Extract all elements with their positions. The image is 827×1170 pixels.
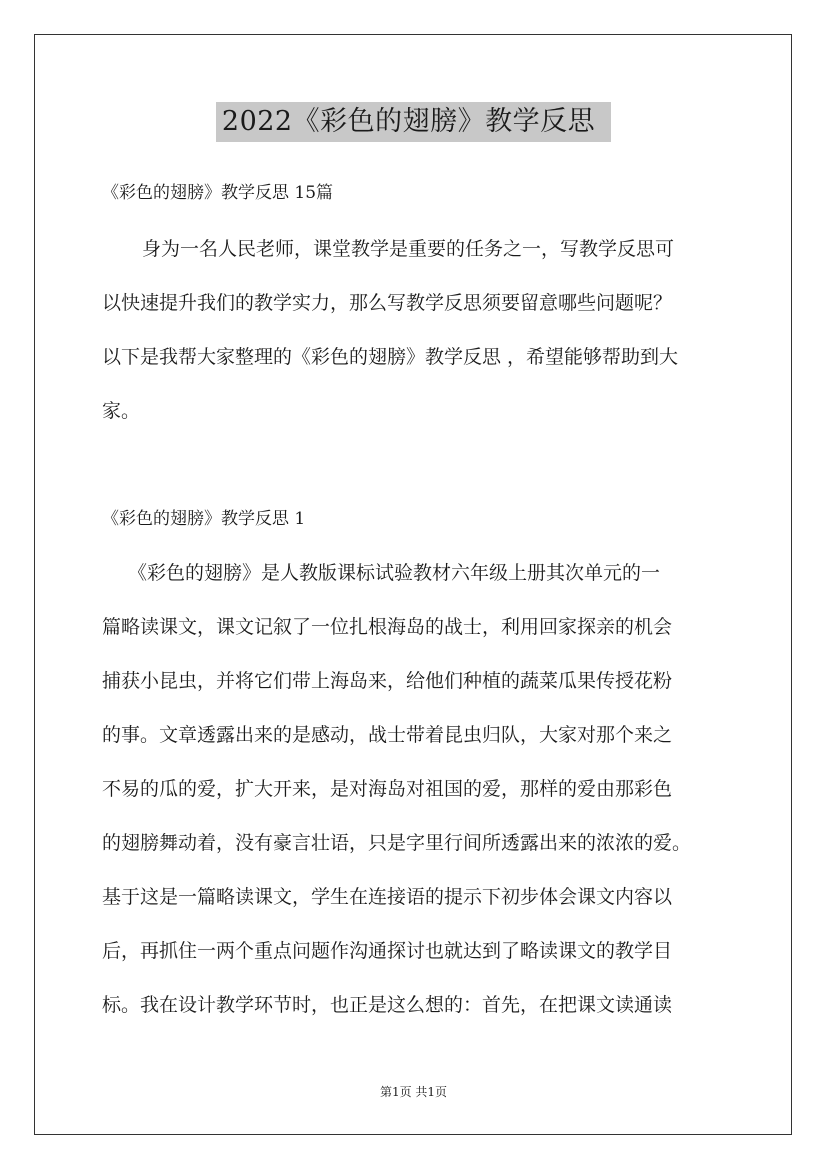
document-title [0,102,827,142]
body-line: 篇略读课文，课文记叙了一位扎根海岛的战士，利用回家探亲的机会 [102,616,673,638]
document-title-text: 2022《彩色的翅膀》教学反思 [216,102,611,142]
body-line: 《彩色的翅膀》是人教版课标试验教材六年级上册其次单元的一 [128,562,661,584]
body-line: 捕获小昆虫，并将它们带上海岛来，给他们种植的蔬菜瓜果传授花粉 [102,670,673,692]
intro-line: 以快速提升我们的教学实力，那么写教学反思须要留意哪些问题呢？ [102,292,673,314]
body-line: 不易的瓜的爱，扩大开来，是对海岛对祖国的爱，那样的爱由那彩色 [102,778,673,800]
body-line: 标。我在设计教学环节时，也正是这么想的：首先，在把课文读通读 [102,994,673,1016]
body-line: 基于这是一篇略读课文，学生在连接语的提示下初步体会课文内容以 [102,886,673,908]
body-line: 的事。文章透露出来的是感动，战士带着昆虫归队，大家对那个来之 [102,724,673,746]
section-heading: 《彩色的翅膀》教学反思 1 [102,509,306,529]
intro-line: 以下是我帮大家整理的《彩色的翅膀》教学反思 ，希望能够帮助到大 [102,346,679,368]
page-footer: 第1页 共1页 [379,1085,448,1099]
body-line: 后，再抓住一两个重点问题作沟通探讨也就达到了略读课文的教学目 [102,940,673,962]
intro-line: 身为一名人民老师，课堂教学是重要的任务之一，写教学反思可 [142,238,675,260]
body-line: 的翅膀舞动着，没有豪言壮语，只是字里行间所透露出来的浓浓的爱。 [102,832,692,854]
intro-line: 家。 [102,400,141,422]
document-subtitle: 《彩色的翅膀》教学反思 15篇 [102,183,334,203]
